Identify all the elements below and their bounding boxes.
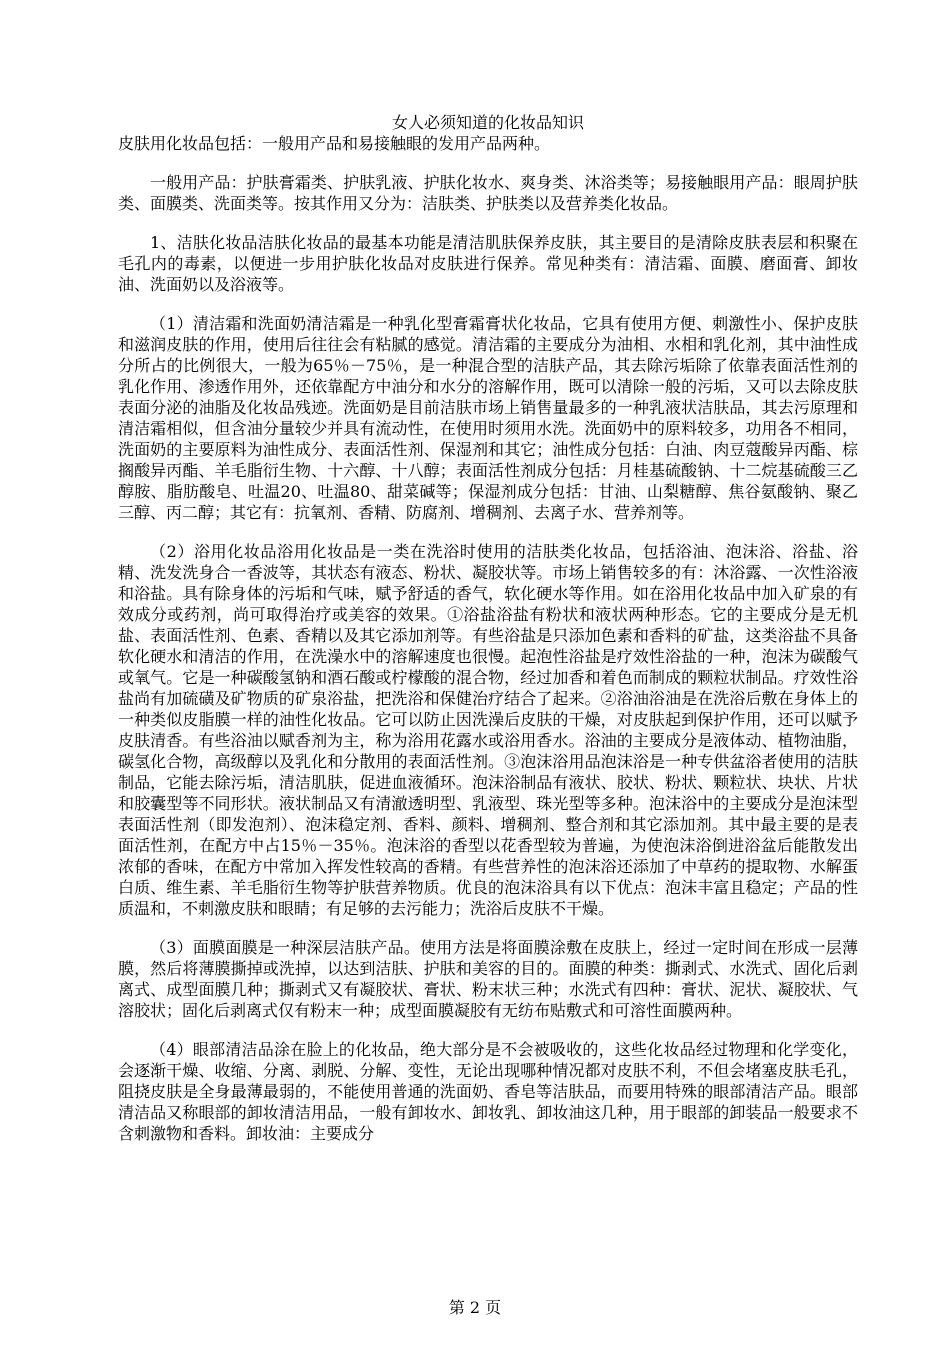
- document-title: 女人必须知道的化妆品知识: [391, 113, 584, 132]
- paragraph-cleansing-cosmetics: 1、洁肤化妆品洁肤化妆品的最基本功能是清洁肌肤保养皮肤，其主要目的是清除皮肤表层和积聚在毛孔内的毒素，以便进一步用护肤化妆品对皮肤进行保养。常见种类有：清洁霜、面膜、磨面膏、卸妆油、洗面奶以及浴液等。: [118, 233, 858, 294]
- paragraph-cleansing-cream: （1）清洁霜和洗面奶清洁霜是一种乳化型膏霜膏状化妆品，它具有使用方便、刺激性小、保护皮肤和滋润皮肤的作用，使用后往往会有粘腻的感觉。清洁霜的主要成分为油相、水相和乳化剂，其中油性成分所占的比例很大，一般为65％－75％，是一种混合型的洁肤产品，其去除污垢除了依靠表面活性剂的乳化作用、渗透作用外，还依靠配方中油分和水分的溶解作用，既可以清除一般的污垢，又可以去除皮肤表面分泌的油脂及化妆品残迹。洗面奶是目前洁肤市场上销售量最多的一种乳液状洁肤品，其去污原理和清洁霜相似，但含油分量较少并具有流动性，在使用时须用水洗。洗面奶中的原料较多，功用各不相同，洗面奶的主要原料为油性成分、表面活性剂、保湿剂和其它；油性成分包括：白油、肉豆蔻酸异丙酯、棕搁酸异丙酯、羊毛脂衍生物、十六醇、十八醇；表面活性剂成分包括：月桂基硫酸钠、十二烷基硫酸三乙醇胺、脂肪酸皂、吐温20、吐温80、甜菜碱等；保湿剂成分包括：甘油、山梨糖醇、焦谷氨酸钠、聚乙三醇、丙二醇；其它有：抗氧剂、香精、防腐剂、增稠剂、去离子水、营养剂等。: [118, 314, 858, 522]
- paragraph-eye-cleanser: （4）眼部清洁品涂在脸上的化妆品，绝大部分是不会被吸收的，这些化妆品经过物理和化学变化，会逐渐干燥、收缩、分离、剥脱、分解、变性，无论出现哪种情况都对皮肤不利，不但会堵塞皮肤毛孔，阻挠皮肤是全身最薄最弱的，不能使用普通的洗面奶、香皂等洁肤品，而要用特殊的眼部清洁产品。眼部清洁品又称眼部的卸妆清洁用品，一般有卸妆水、卸妆乳、卸妆油这几种，用于眼部的卸装品一般要求不含刺激物和香料。卸妆油：主要成分: [118, 1040, 858, 1143]
- page-number: 第 2 页: [448, 1298, 502, 1317]
- paragraph-general-products: 一般用产品：护肤膏霜类、护肤乳液、护肤化妆水、爽身类、沐浴类等；易接触眼用产品：眼周护肤类、面膜类、洗面类等。按其作用又分为：洁肤类、护肤类以及营养类化妆品。: [118, 173, 858, 213]
- document-page: [118, 112, 858, 1162]
- paragraph-bath-cosmetics: （2）浴用化妆品浴用化妆品是一类在洗浴时使用的洁肤类化妆品，包括浴油、泡沫浴、浴盐、浴精、洗发洗身合一香波等，其状态有液态、粉状、凝胶状等。市场上销售较多的有：沐浴露、一次性浴液和浴盐。具有除身体的污垢和气味，赋予舒适的香气，软化硬水等作用。如在浴用化妆品中加入矿泉的有效成分或药剂，尚可取得治疗或美容的效果。①浴盐浴盐有粉状和液状两种形态。它的主要成分是无机盐、表面活性剂、色素、香精以及其它添加剂等。有些浴盐是只添加色素和香料的矿盐，这类浴盐不具备软化硬水和清洁的作用，在洗澡水中的溶解速度也很慢。起泡性浴盐是疗效性浴盐的一种，泡沫为碳酸气或氧气。它是一种碳酸氢钠和酒石酸或柠檬酸的混合物，经过加香和着色而制成的颗粒状制品。疗效性浴盐尚有加硫磺及矿物质的矿泉浴盐，把洗浴和保健治疗结合了起来。②浴油浴油是在洗浴后敷在身体上的一种类似皮脂膜一样的油性化妆品。它可以防止因洗澡后皮肤的干燥，对皮肤起到保护作用，还可以赋予皮肤清香。有些浴油以赋香剂为主，称为浴用花露水或浴用香水。浴油的主要成分是液体动、植物油脂，碳氢化合物，高级醇以及乳化和分散用的表面活性剂。③泡沫浴用品泡沫浴是一种专供盆浴者使用的洁肤制品，它能去除污垢，清洁肌肤，促进血液循环。泡沫浴制品有液状、胶状、粉状、颗粒状、块状、片状和胶囊型等不同形状。液状制品又有清澈透明型、乳液型、珠光型等多种。泡沫浴中的主要成分是泡沫型表面活性剂（即发泡剂）、泡沫稳定剂、香料、颜料、增稠剂、整合剂和其它添加剂。其中最主要的是表面活性剂，在配方中占15％－35％。泡沫浴的香型以花香型较为普遍，为使泡沫浴倒进浴盆后能散发出浓郁的香味，在配方中常加入挥发性较高的香精。有些营养性的泡沫浴还添加了中草药的提取物、水解蛋白质、维生素、羊毛脂衍生物等护肤营养物质。优良的泡沫浴具有以下优点：泡沫丰富且稳定；产品的性质温和，不刺激皮肤和眼睛；有足够的去污能力；洗浴后皮肤不干燥。: [118, 542, 858, 918]
- intro-paragraph: 皮肤用化妆品包括：一般用产品和易接触眼的发用产品两种。: [118, 134, 551, 153]
- paragraph-face-mask: （3）面膜面膜是一种深层洁肤产品。使用方法是将面膜涂敷在皮肤上，经过一定时间在形成一层薄膜，然后将薄膜撕掉或洗掉，以达到洁肤、护肤和美容的目的。面膜的种类：撕剥式、水洗式、固化后剥离式、成型面膜几种；撕剥式又有凝胶状、膏状、粉末状三种；水洗式有四种：膏状、泥状、凝胶状、气溶胶状；固化后剥离式仅有粉末一种；成型面膜凝胶有无纺布贴敷式和可溶性面膜两种。: [118, 938, 858, 1020]
